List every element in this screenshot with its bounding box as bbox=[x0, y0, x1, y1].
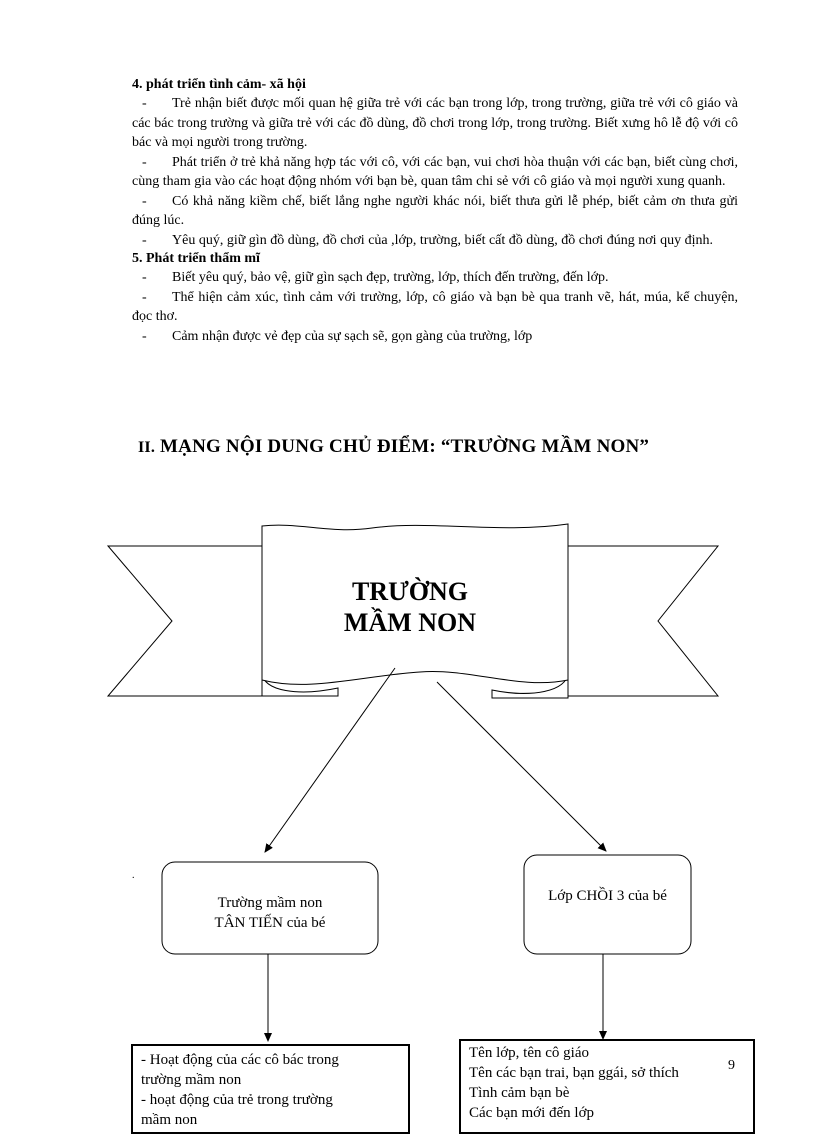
bullet-dash: - bbox=[142, 270, 147, 285]
left-node-line: TÂN TIẾN của bé bbox=[214, 915, 326, 931]
bullet-dash: - bbox=[142, 232, 147, 248]
bullet-text: Yêu quý, giữ gìn đồ dùng, đồ chơi của ,lớp, trường, biết cất đồ dùng, đồ chơi đúng nơi quy định. bbox=[172, 232, 713, 248]
right-node-label: Lớp CHỒI 3 của bé bbox=[548, 888, 667, 904]
left-node-label bbox=[162, 893, 378, 933]
bullet-dash: - bbox=[142, 193, 147, 209]
arrow-to-right-node bbox=[437, 682, 606, 851]
right-list-box bbox=[459, 1039, 755, 1134]
list-item: trường mầm non bbox=[141, 1072, 242, 1088]
list-item: - Hoạt động của các cô bác trong bbox=[141, 1052, 339, 1068]
bullet-text: Thể hiện cảm xúc, tình cảm với trường, lớp, cô giáo và bạn bè qua tranh vẽ, hát, múa, kể chuyện, đọc thơ. bbox=[132, 289, 738, 324]
banner-left-tail bbox=[108, 546, 262, 696]
banner-title-line: MẦM NON bbox=[343, 608, 477, 637]
bullet-text: Trẻ nhận biết được mối quan hệ giữa trẻ với các bạn trong lớp, trong trường, giữa trẻ với cô giáo và các bác trong trường và giữa trẻ với các đồ dùng, đồ chơi trong lớp, trong trường. Biết xưng hô lễ độ với cô bác và mọi người trong trường. bbox=[132, 96, 738, 150]
list-item: Tình cảm bạn bè bbox=[469, 1085, 570, 1101]
heading-roman-numeral: II. bbox=[138, 439, 156, 456]
page-number: 9 bbox=[728, 1058, 735, 1073]
bullet-dash: - bbox=[142, 154, 147, 170]
bullet-text: Biết yêu quý, bảo vệ, giữ gìn sạch đẹp, trường, lớp, thích đến trường, đến lớp. bbox=[172, 270, 609, 285]
bullet-text: Phát triển ở trẻ khả năng hợp tác với cô, với các bạn, vui chơi hòa thuận với các bạn, biết cùng chơi, cùng tham gia vào các hoạt động nhóm với bạn bè, quan tâm chi sẻ với cô giáo và mọi người xung quanh. bbox=[132, 154, 738, 189]
list-item: mầm non bbox=[141, 1112, 198, 1128]
banner-right-tail bbox=[568, 546, 718, 696]
banner-title bbox=[310, 576, 510, 638]
stray-mark: . bbox=[132, 870, 135, 881]
list-item: - hoạt động của trẻ trong trường bbox=[141, 1092, 333, 1108]
heading-text: MẠNG NỘI DUNG CHỦ ĐIỂM: “TRƯỜNG MẦM NON” bbox=[160, 436, 650, 457]
section-5-title: 5. Phát triển thẩm mĩ bbox=[132, 251, 260, 266]
list-item: Tên lớp, tên cô giáo bbox=[469, 1045, 589, 1061]
left-node-line: Trường mầm non bbox=[217, 895, 323, 911]
list-item: Tên các bạn trai, bạn ggái, sở thích bbox=[469, 1065, 679, 1081]
left-list-box bbox=[131, 1044, 410, 1134]
list-item: Các bạn mới đến lớp bbox=[469, 1105, 595, 1121]
bullet-dash: - bbox=[142, 289, 147, 305]
bullet-text: Cảm nhận được vẻ đẹp của sự sạch sẽ, gọn gàng của trường, lớp bbox=[172, 328, 533, 344]
banner-title-line: TRƯỜNG bbox=[351, 577, 469, 606]
bullet-dash: - bbox=[142, 328, 147, 344]
bullet-text: Có khả năng kiềm chế, biết lắng nghe người khác nói, biết thưa gửi lễ phép, biết cảm ơn thưa gửi đúng lúc. bbox=[132, 193, 738, 228]
bullet-dash: - bbox=[142, 96, 147, 111]
section-4-title: 4. phát triển tình cảm- xã hội bbox=[132, 77, 306, 92]
